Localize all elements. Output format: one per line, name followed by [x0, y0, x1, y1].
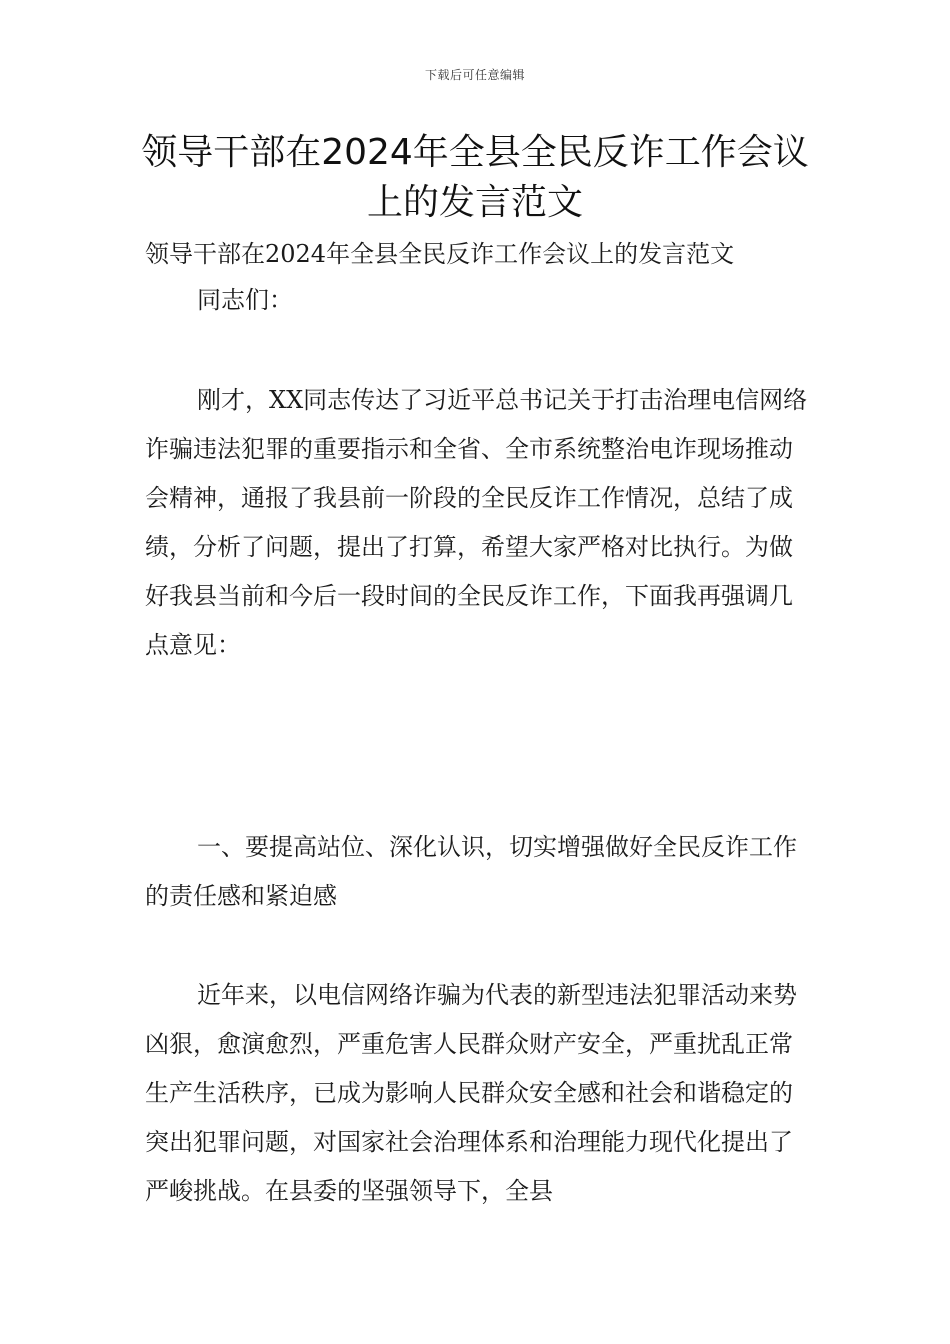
- document-title: 领导干部在2024年全县全民反诈工作会议上的发言范文: [141, 132, 809, 223]
- page-header-note: 下载后可任意编辑: [424, 68, 525, 82]
- salutation: 同志们：: [197, 286, 293, 314]
- document-subtitle: 领导干部在2024年全县全民反诈工作会议上的发言范文: [145, 240, 735, 268]
- section-heading-1: 一、要提高站位、深化认识，切实增强做好全民反诈工作的责任感和紧迫感: [145, 833, 797, 910]
- paragraph-opening: 刚才，XX同志传达了习近平总书记关于打击治理电信网络诈骗违法犯罪的重要指示和全省、全市系统整治电诈现场推动会精神，通报了我县前一阶段的全民反诈工作情况，总结了成绩，分析了问题，提出了打算，希望大家严格对比执行。为做好我县当前和今后一段时间的全民反诈工作，下面我再强调几点意见：: [145, 386, 808, 659]
- paragraph-section-1: 近年来，以电信网络诈骗为代表的新型违法犯罪活动来势凶狠，愈演愈烈，严重危害人民群众财产安全，严重扰乱正常生产生活秩序，已成为影响人民群众安全感和社会和谐稳定的突出犯罪问题，对国家社会治理体系和治理能力现代化提出了严峻挑战。在县委的坚强领导下，全县: [145, 981, 797, 1205]
